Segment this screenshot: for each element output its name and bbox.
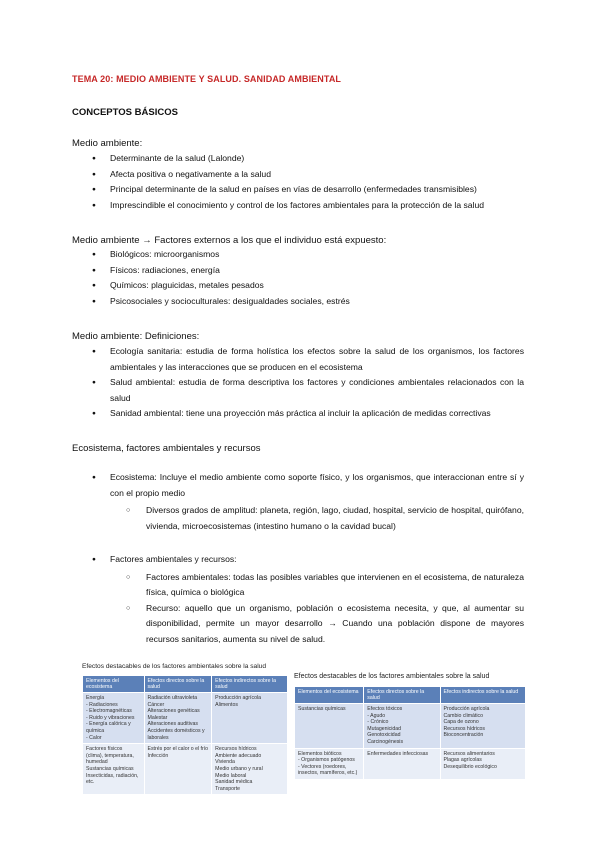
table-cell <box>83 693 145 744</box>
section-heading-ecosistema: Ecosistema, factores ambientales y recursos <box>72 443 261 454</box>
list-item: ● Afecta positiva o negativamente a la salud <box>92 167 532 183</box>
section-heading-medio-ambiente: Medio ambiente: <box>72 138 143 149</box>
cell-line: Insecticidas, radiación, etc. <box>86 772 139 786</box>
cell-line: Enfermedades infecciosas <box>367 750 429 757</box>
list-item: ● Psicosociales y socioculturales: desigualdades sociales, estrés <box>92 294 532 310</box>
list-item: ● Imprescindible el conocimiento y control de los factores ambientales para la protección de la salud <box>92 198 532 214</box>
list-item-factores <box>92 552 524 647</box>
cell-line: Recursos hídricos <box>443 725 486 732</box>
table-cell <box>83 744 145 795</box>
list-item-ecosistema <box>92 470 524 534</box>
cell-line: Bioconcentración <box>443 732 484 739</box>
cell-line: Transporte <box>215 785 241 792</box>
cell-line: Malestar <box>147 714 168 721</box>
cell-line: - Organismos patógenos <box>298 757 355 764</box>
sublist-ecosistema <box>126 503 524 534</box>
cell-line: Recursos alimentarios <box>443 750 495 757</box>
cell-line: Ambiente adecuado <box>215 752 262 759</box>
table1 <box>82 675 288 795</box>
cell-line: Mutagenicidad <box>367 725 402 732</box>
table-row <box>295 748 526 779</box>
table-cell <box>212 744 288 795</box>
cell-line: Carcinogénesis <box>367 738 404 745</box>
cell-line: - Crónico <box>367 719 389 726</box>
sublist-item: ○ Recurso: aquello que un organismo, población o ecosistema necesita, y que, al aumentar su disponibilidad, permite un mayor desarrollo → Cuando una población dispone de mayores recursos sanitarios, aumenta su nivel de salud. <box>126 601 524 648</box>
cell-line: Sustancias químicas <box>298 706 346 712</box>
cell-line: Medio laboral <box>215 772 247 779</box>
section-heading-conceptos: CONCEPTOS BÁSICOS <box>72 107 178 118</box>
cell-line: Energía <box>86 695 105 701</box>
table1-title: Efectos destacables de los factores ambientales sobre la salud <box>82 663 266 670</box>
cell-line: - Energía calórica y química <box>86 721 131 734</box>
sublist-factores <box>126 570 524 648</box>
cell-line: Alteraciones auditivas <box>147 721 198 728</box>
list-item: ● Físicos: radiaciones, energía <box>92 263 532 279</box>
cell-line: Accidentes domésticos y laborales <box>147 727 205 741</box>
cell-line: Recursos hídricos <box>215 746 257 753</box>
table2-header: Efectos indirectos sobre la salud <box>440 687 525 704</box>
table-cell <box>212 693 288 744</box>
cell-line: Elementos bióticos <box>298 750 342 757</box>
table-cell <box>295 748 364 779</box>
cell-line: Estrés por el calor o el frío <box>147 746 209 753</box>
cell-line: Cambio climático <box>443 712 484 719</box>
table-cell <box>440 704 525 749</box>
cell-line: Capa de ozono <box>443 719 479 726</box>
table-cell <box>364 704 440 749</box>
list-item: ● Químicos: plaguicidas, metales pesados <box>92 278 532 294</box>
table2 <box>294 686 526 780</box>
cell-line: Desequilibrio ecológico <box>443 763 497 770</box>
list-medio-ambiente <box>92 151 532 213</box>
cell-line: - Radiaciones <box>86 701 118 708</box>
cell-line: Plagas agrícolas <box>443 757 482 764</box>
table-cell <box>295 704 364 749</box>
cell-line: - Calor <box>86 734 102 741</box>
cell-line: Producción agrícola <box>443 706 490 712</box>
cell-line: - Vectores (roedores, insectos, mamíferos, etc.) <box>298 763 358 777</box>
section-heading-definiciones: Medio ambiente: Definiciones: <box>72 331 200 342</box>
table-cell <box>144 693 212 744</box>
table-row <box>295 704 526 749</box>
cell-line: - Electromagnéticas <box>86 708 132 715</box>
cell-line: Genotoxicidad <box>367 732 401 739</box>
section-heading-factores-externos: Medio ambiente → Factores externos a los que el individuo está expuesto: <box>72 235 387 246</box>
table2-header: Efectos directos sobre la salud <box>364 687 440 704</box>
cell-line: Factores físicos (clima), temperatura, humedad <box>86 746 134 766</box>
table1-header: Elementos del ecosistema <box>83 676 145 693</box>
cell-line: Vivienda <box>215 759 235 766</box>
table2-title: Efectos destacables de los factores ambientales sobre la salud <box>294 673 490 680</box>
cell-line: - Ruido y vibraciones <box>86 714 135 721</box>
table-cell <box>440 748 525 779</box>
cell-line: Producción agrícola <box>215 695 261 701</box>
cell-line: Sustancias químicas <box>86 765 134 772</box>
table1-header: Efectos indirectos sobre la salud <box>212 676 288 693</box>
cell-line: Alteraciones genéticas <box>147 708 200 715</box>
list-item-text: Factores ambientales y recursos: <box>110 554 237 564</box>
cell-line: Sanidad médica <box>215 779 253 786</box>
list-item: ● Salud ambiental: estudia de forma descriptiva los factores y condiciones ambientales relacionados con la salud <box>92 375 524 406</box>
document-title: TEMA 20: MEDIO AMBIENTE Y SALUD. SANIDAD AMBIENTAL <box>72 74 342 84</box>
list-item: ● Principal determinante de la salud en países en vías de desarrollo (enfermedades transmisibles) <box>92 182 532 198</box>
cell-line: Medio urbano y rural <box>215 765 263 772</box>
sublist-item: ○ Factores ambientales: todas las posibles variables que intervienen en el ecosistema, de naturaleza física, química o biológica <box>126 570 524 601</box>
list-ecosistema <box>92 470 524 534</box>
table-cell <box>144 744 212 795</box>
sublist-item: ○ Diversos grados de amplitud: planeta, región, lago, ciudad, hospital, servicio de hospital, quirófano, vivienda, microecosistemas (intestino humano o la cavidad bucal) <box>126 503 524 534</box>
cell-line: Infección <box>147 752 169 759</box>
list-item: ● Determinante de la salud (Lalonde) <box>92 151 532 167</box>
cell-line: - Agudo <box>367 712 386 719</box>
list-item: ● Sanidad ambiental: tiene una proyección más práctica al incluir la aplicación de medidas correctivas <box>92 406 524 422</box>
table-cell <box>364 748 440 779</box>
cell-line: Radiación ultravioleta <box>147 695 198 701</box>
table-row <box>83 744 288 795</box>
cell-line: Efectos tóxicos <box>367 706 403 712</box>
list-item: ● Biológicos: microorganismos <box>92 247 532 263</box>
cell-line: Cáncer <box>147 701 165 708</box>
list-factores <box>92 552 524 647</box>
table2-header: Elementos del ecosistema <box>295 687 364 704</box>
list-item: ● Ecología sanitaria: estudia de forma holística los efectos sobre la salud de los organismos, los factores ambientales y las interacciones que se producen en el ecosistema <box>92 344 524 375</box>
list-factores-externos <box>92 247 532 309</box>
table-row <box>83 693 288 744</box>
cell-line: Alimentos <box>215 701 238 708</box>
table1-header: Efectos directos sobre la salud <box>144 676 212 693</box>
list-definiciones <box>92 344 524 422</box>
list-item-text: Ecosistema: Incluye el medio ambiente como soporte físico, y los organismos, que interaccionan entre sí y con el propio medio <box>110 472 524 498</box>
